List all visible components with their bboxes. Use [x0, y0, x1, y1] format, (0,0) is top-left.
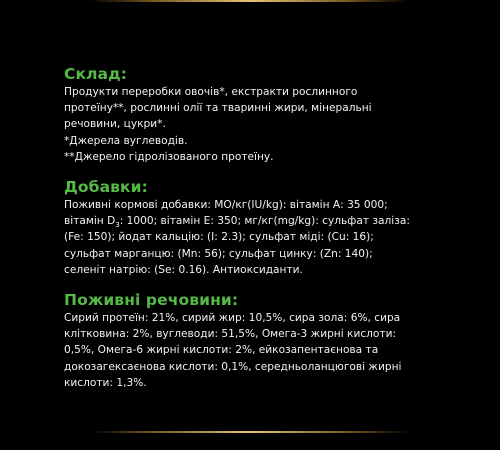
nutrients-line: кислоти: 1,3%. [64, 376, 147, 389]
vitamin-d-subscript: 3 [115, 221, 120, 230]
additives-section [64, 177, 484, 278]
composition-footnote-carbs: *Джерела вуглеводів. [64, 134, 188, 147]
additives-line-rest: : 1000; вітамін Е: 350; мг/кг(mg/kg): сульфат заліза: [119, 215, 410, 228]
nutrients-heading: Поживні речовини: [64, 291, 239, 310]
nutrients-line: Сирий протеїн: 21%, сирий жир: 10,5%, сира зола: 6%, сира [64, 312, 401, 325]
composition-footnote-protein: **Джерело гідролізованого протеїну. [64, 150, 274, 163]
additives-line: сульфат марганцю: (Mn: 56); сульфат цинку: (Zn: 140); [64, 247, 373, 260]
composition-section [64, 64, 484, 165]
top-gold-divider [90, 0, 410, 2]
nutrients-section [64, 290, 484, 391]
composition-heading: Склад: [64, 65, 128, 83]
bottom-gold-divider [90, 431, 410, 433]
nutrients-line: 0,5%, Омега-6 жирні кислоти: 2%, ейкозапентаєнова та [64, 344, 379, 357]
additives-line: селеніт натрію: (Se: 0.16). Антиоксиданти. [64, 263, 303, 276]
composition-line: протеїну**, рослинні олії та тваринні жири, мінеральні [64, 102, 372, 115]
additives-line: (Fe: 150); йодат кальцію: (I: 2.3); сульфат міді: (Cu: 16); [64, 231, 374, 244]
label-content [64, 64, 484, 403]
additives-heading: Добавки: [64, 178, 148, 197]
composition-line: Продукти переробки овочів*, екстракти рослинного [64, 86, 358, 98]
nutrients-line: клітковина: 2%, вуглеводи: 51,5%, Омега-3 жирні кислоти: [64, 328, 397, 341]
nutrients-line: докозагексаєнова кислоти: 0,1%, середньоланцюгові жирні [64, 360, 402, 373]
vitamin-d-label: вітамін D [64, 215, 116, 228]
additives-line [64, 213, 484, 229]
additives-line: Поживні кормові добавки: МО/кг(IU/kg): вітамін А: 35 000; [64, 199, 388, 212]
composition-line: речовини, цукри*. [64, 118, 166, 131]
